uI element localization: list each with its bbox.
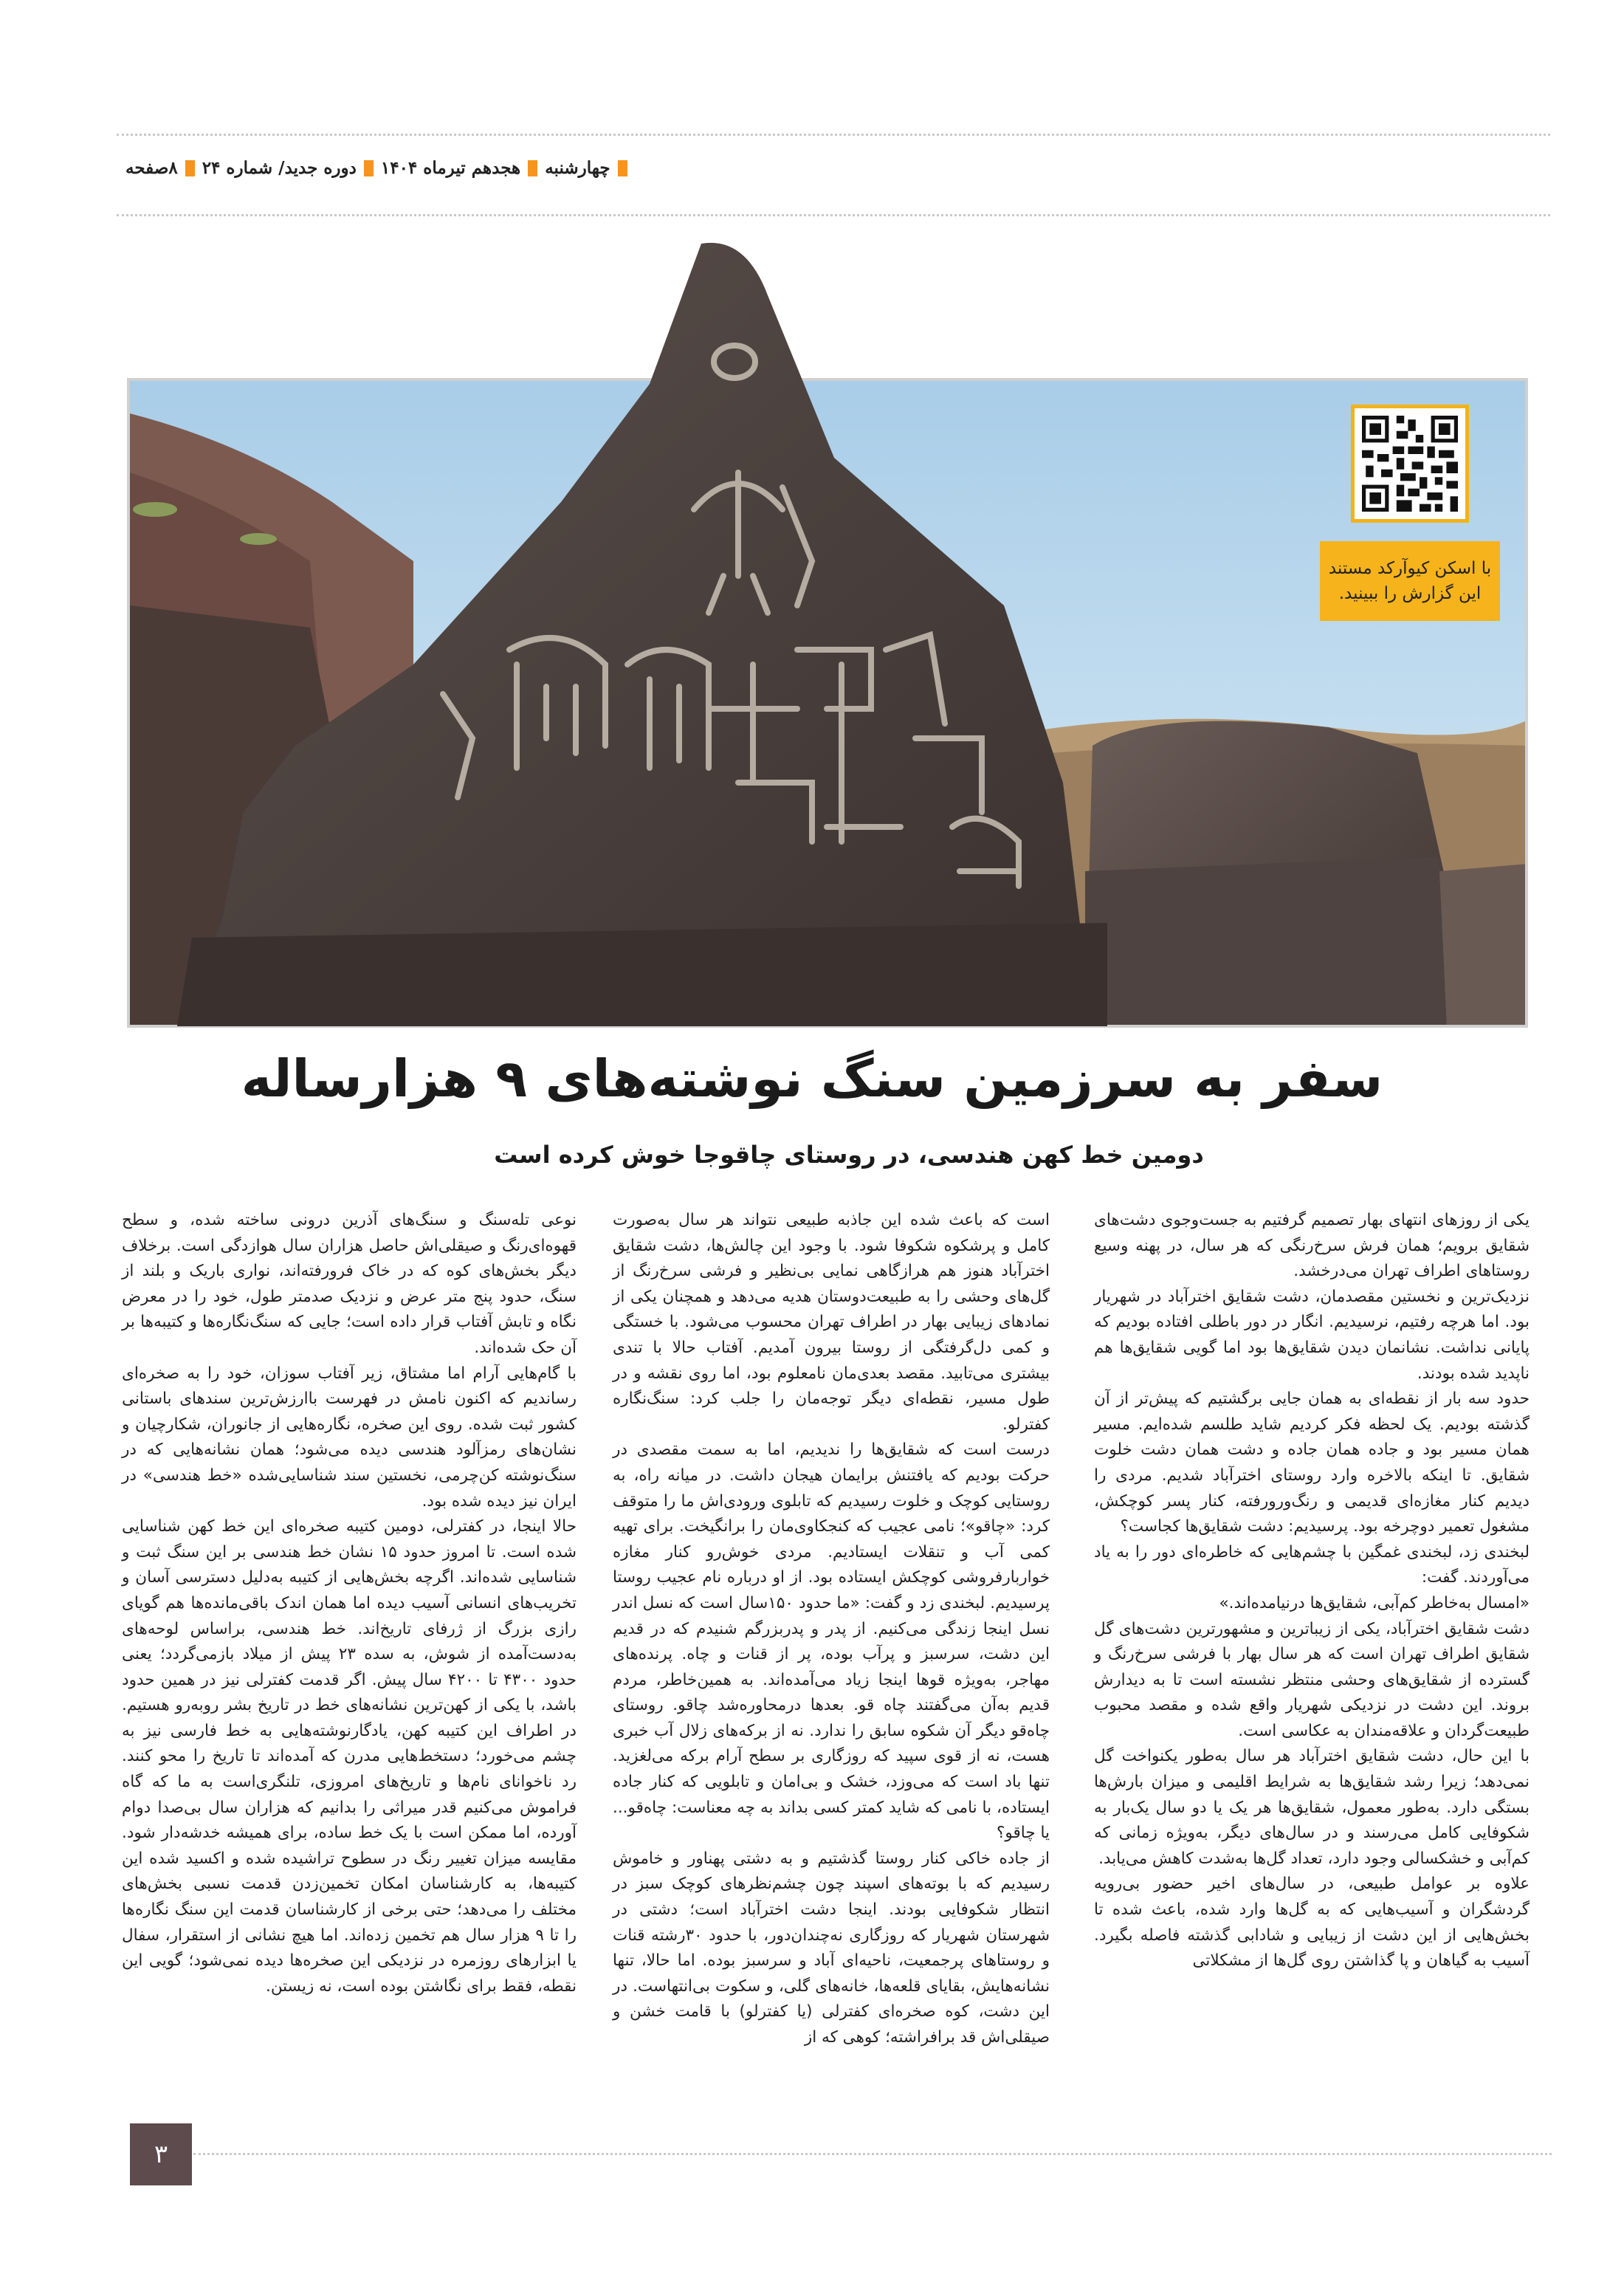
article-column-middle — [613, 1208, 1050, 2051]
footer-divider — [193, 2153, 1552, 2155]
header-date: هجدهم تیرماه ۱۴۰۴ — [380, 158, 521, 178]
qr-code[interactable] — [1351, 405, 1469, 523]
paragraph: از جاده خاکی کنار روستا گذشتیم و به دشتی پهناور و خاموش رسیدیم که با بوته‌های اسپند چون چشم‌نظرهای کوچک سبز در انتظار شکوفایی بودند. اینجا دشت اخترآباد است؛ دشتی در شهرستان شهریار که روزگاری نه‌چندان‌دور، با حدود ۳۰رشته قنات و روستاهای پرجمعیت، ناحیه‌ای آباد و سرسبز بوده. اما حالا، تنها نشانه‌هایش، بقایای قلعه‌ها، خانه‌های گلی، و سکوت بی‌انتهاست. در این دشت، کوه صخره‌ای کفترلی (یا کفترلو) با قامت خشن و صیقلی‌اش قد برافراشته؛ کوهی که از — [613, 1849, 1050, 2047]
paragraph: است که باعث شده این جاذبه طبیعی نتواند هر سال به‌صورت کامل و پرشکوه شکوفا شود. با وجود این چالش‌ها، دشت شقایق اخترآباد هنوز هم هرازگاهی نمایی بی‌نظیر و فرشی سرخ‌رنگ از گل‌های وحشی را به طبیعت‌دوستان هدیه می‌دهد و همچنان یکی از نمادهای زیبایی بهار در اطراف تهران محسوب می‌شود. با خستگی و کمی دل‌گرفتگی از روستا بیرون آمدیم. آفتاب حالا با تندی بیشتری می‌تابید. مقصد بعدی‌مان نامعلوم بود، اما روی نقشه و در طول مسیر، نقطه‌ای دیگر توجه‌مان را جلب کرد: سنگ‌نگاره کفترلو. — [613, 1211, 1050, 1434]
paragraph: حدود سه بار از نقطه‌ای به همان جایی برگشتیم که پیش‌تر از آن گذشته بودیم. یک لحظه فکر کردیم شاید طلسم شده‌ایم. مسیر همان مسیر بود و جاده همان جاده و دشت همان دشت خلوت شقایق. تا اینکه بالاخره وارد روستای اخترآباد شدیم. مردی را دیدیم کنار مغازه‌ای قدیمی و رنگ‌ورورفته، کنار پسر کوچکش، مشغول تعمیر دوچرخه بود. پرسیدیم: دشت شقایق‌ها کجاست؟ — [1094, 1390, 1530, 1536]
paragraph: یکی از روزهای انتهای بهار تصمیم گرفتیم به جست‌وجوی دشت‌های شقایق برویم؛ همان فرش سرخ‌رنگی که هر سال، در پهنه وسیع روستاهای اطراف تهران می‌درخشد. — [1094, 1211, 1530, 1281]
article-column-right — [1094, 1208, 1530, 1974]
paragraph: نزدیک‌ترین و نخستین مقصدمان، دشت شقایق اخترآباد در شهریار بود. اما هرچه رفتیم، نرسیدیم. انگار در دور باطلی افتاده بودیم که پایانی نداشت. نشانمان دیدن شقایق‌ها بود اما گویی شقایق‌ها هم ناپدید شده بودند. — [1094, 1287, 1530, 1383]
article-title: سفر به سرزمین سنگ نوشته‌های ۹ هزارساله — [241, 1048, 1383, 1109]
header-issue: دوره جدید/ شماره ۲۴ — [202, 158, 357, 178]
paragraph: حالا اینجا، در کفترلی، دومین کتیبه صخره‌ای این خط کهن شناسایی شده است. تا امروز حدود ۱۵ نشان خط هندسی بر این سنگ ثبت و شناسایی شده‌اند. اگرچه بخش‌هایی از کتیبه به‌دلیل دسترسی آسان و تخریب‌های انسانی آسیب دیده اما همان اندک باقی‌مانده‌ها هم گویای رازی بزرگ از ژرفای تاریخ‌اند. خط هندسی، براساس لوحه‌های به‌دست‌آمده از شوش، به سده ۲۳ پیش از میلاد بازمی‌گردد؛ یعنی حدود ۴۳۰۰ تا ۴۲۰۰ سال پیش. اگر قدمت کفترلی نیز در همین حدود باشد، با یکی از کهن‌ترین نشانه‌های خط در تاریخ بشر روبه‌رو هستیم. در اطراف این کتیبه کهن، یادگارنوشته‌هایی به خط فارسی نیز به چشم می‌خورد؛ دستخط‌هایی مدرن که آمده‌اند تا تاریخ را محو کنند. رد ناخوانای نام‌ها و تاریخ‌های امروزی، تلنگری‌است به ما که گاه فراموش می‌کنیم قدر میراثی را بدانیم که هزاران سال بی‌صدا دوام آورده، اما ممکن است با یک خط ساده، برای همیشه خدشه‌دار شود. مقایسه میزان تغییر رنگ در سطوح تراشیده شده و اکسید شده این کتیبه‌ها، به کارشناسان امکان تخمین‌زدن قدمت نسبی بخش‌های مختلف را می‌دهد؛ حتی برخی از کارشناسان قدمت این سنگ نگاره‌ها را تا ۹ هزار سال هم تخمین زده‌اند. اما هیچ نشانی از استقرار، سفال یا ابزارهای روزمره در نزدیکی این صخره‌ها دیده نمی‌شود؛ گویی این نقطه، فقط برای نگاشتن بوده است، نه زیستن. — [122, 1517, 577, 1996]
article-subtitle: دومین خط کهن هندسی، در روستای چاقوجا خوش کرده است — [494, 1141, 1204, 1169]
paragraph: با این حال، دشت شقایق اخترآباد هر سال به‌طور یکنواخت گل نمی‌دهد؛ زیرا رشد شقایق‌ها به شرایط اقلیمی و میزان بارش‌ها بستگی دارد. به‌طور معمول، شقایق‌ها هر یک یا دو سال یک‌بار به شکوفایی کامل می‌رسند و در سال‌های دیگر، به‌ویژه زمانی که کم‌آبی و خشکسالی وجود دارد، تعداد گل‌ها به‌شدت کاهش می‌یابد. — [1094, 1747, 1530, 1868]
page-number: ۳ — [130, 2123, 192, 2185]
qr-caption — [1320, 541, 1500, 621]
qr-caption-line: با اسکن کیوآرکد مستند — [1328, 559, 1492, 578]
paragraph: لبخندی زد، لبخندی غمگین با چشم‌هایی که خاطره‌ای دور را به یاد می‌آوردند. گفت: — [1094, 1542, 1530, 1587]
header-day: چهارشنبه — [545, 158, 610, 178]
qr-caption-line: این گزارش را ببینید. — [1338, 584, 1482, 603]
paragraph: دشت شقایق اخترآباد، یکی از زیباترین و مشهورترین دشت‌های گل شقایق اطراف تهران است که هر سال بهار با فرشی سرخ‌رنگ و گسترده از شقایق‌های وحشی منتظر نشسته است تا به دیدارش بروند. این دشت در نزدیکی شهریار واقع شده و مقصد محبوب طبیعت‌گردان و علاقه‌مندان به عکاسی است. — [1094, 1619, 1530, 1740]
paragraph: درست است که شقایق‌ها را ندیدیم، اما به سمت مقصدی در حرکت بودیم که یافتنش برایمان هیجان داشت. در میانه راه، به روستایی کوچک و خلوت رسیدیم که تابلوی ورودی‌اش ما را متوقف کرد: «چاقو»؛ نامی عجیب که کنجکاوی‌مان را برانگیخت. برای تهیه کمی آب و تنقلات ایستادیم. مردی خوش‌رو کنار مغازه خواربارفروشی کوچکش ایستاده بود. از او درباره نام عجیب روستا پرسیدیم. لبخندی زد و گفت: «ما حدود ۱۵۰سال است که نسل اندر نسل اینجا زندگی می‌کنیم. از پدر و پدربزرگم شنیدم که در قدیم این دشت، سرسبز و پرآب بوده، پر از قنات و چاه. پرنده‌های مهاجر، به‌ویژه قوها اینجا زیاد می‌آمده‌اند. به همین‌خاطر، مردم قدیم به‌آن می‌گفتند چاه قو. بعدها درمحاوره‌شد چاقو. روستای چاه‌قو دیگر آن شکوه سابق را ندارد. نه از برکه‌های زلال آب خبری هست، نه از قوی سپید که روزگاری بر سطح آرام برکه می‌لغزید. تنها باد است که می‌وزد، خشک و بی‌امان و تابلویی که کنار جاده ایستاده، با نامی که شاید کمتر کسی بداند به چه معناست: چاه‌قو... یا چاقو؟ — [613, 1440, 1050, 1843]
article-column-left — [122, 1208, 577, 1999]
qr-code-icon — [1362, 416, 1458, 512]
paragraph: علاوه بر عوامل طبیعی، در سال‌های اخیر حضور بی‌رویه گردشگران و آسیب‌هایی که به گل‌ها وارد شده، باعث شده تا بخش‌هایی از این دشت از زیبایی و شادابی گذشته فاصله بگیرد. آسیب به گیاهان و پا گذاشتن روی گل‌ها از مشکلاتی — [1094, 1875, 1530, 1971]
paragraph: با گام‌هایی آرام اما مشتاق، زیر آفتاب سوزان، خود را به صخره‌ای رساندیم که اکنون نامش در فهرست باارزش‌ترین سندهای باستانی کشور ثبت شده. روی این صخره، نگاره‌هایی از جانوران، شکارچیان و نشان‌های رمزآلود هندسی دیده می‌شود؛ همان نشانه‌هایی که در سنگ‌نوشته کن‌چرمی، نخستین سند شناسایی‌شده «خط هندسی» در ایران نیز دیده شده بود. — [122, 1364, 577, 1511]
header-pages: ۸صفحه — [125, 158, 178, 178]
paragraph: نوعی تله‌سنگ و سنگ‌های آذرین درونی ساخته شده، و سطح قهوه‌ای‌رنگ و صیقلی‌اش حاصل هزاران سال هوازدگی است. برخلاف دیگر بخش‌های کوه که در خاک فرورفته‌اند، نواری باریک و بلند از سنگ، حدود پنج متر عرض و نزدیک صدمتر طول، خود را در معرض نگاه و تابش آفتاب قرار داده است؛ جایی که سنگ‌نگاره‌ها و کتیبه‌ها بر آن حک شده‌اند. — [122, 1211, 577, 1357]
paragraph: «امسال به‌خاطر کم‌آبی، شقایق‌ها درنیامده‌اند.» — [1219, 1593, 1530, 1612]
